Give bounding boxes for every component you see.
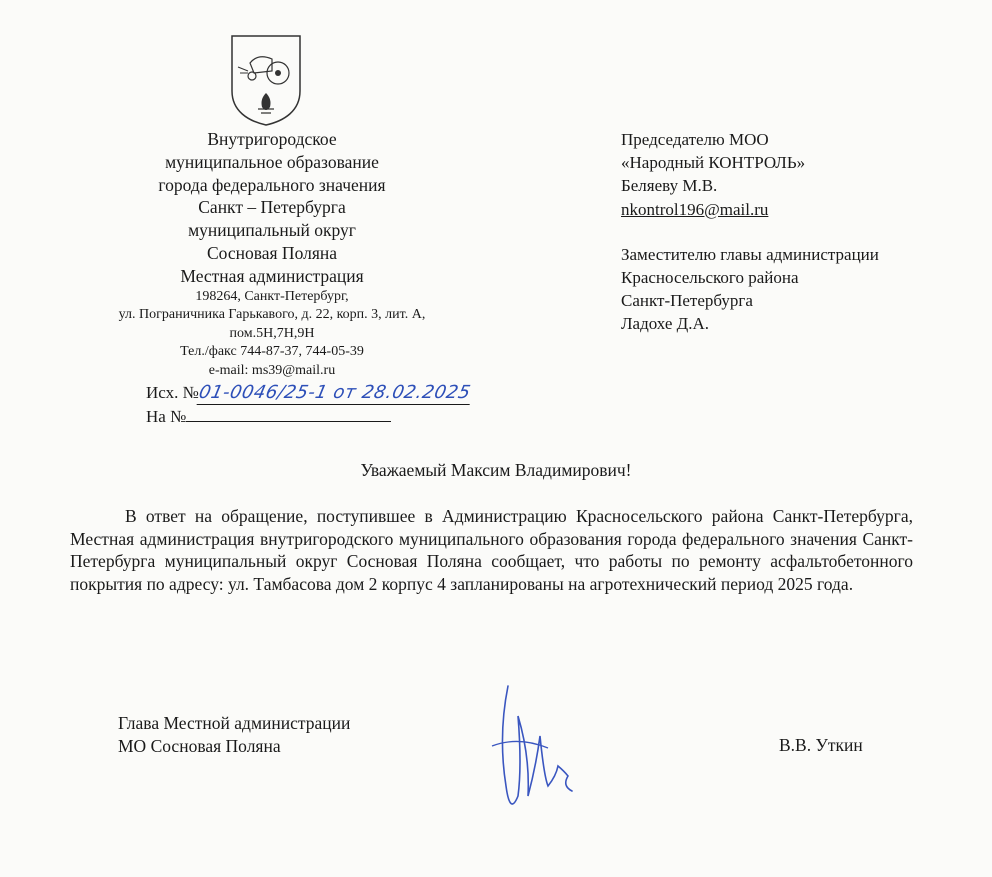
incoming-blank [186,405,391,422]
sender-address: пом.5Н,7Н,9Н [229,325,315,341]
outgoing-number-block [146,382,472,428]
sender-line: Сосновая Поляна [206,242,338,263]
letter-body: В ответ на обращение, поступившее в Администрацию Красносельского района Санкт-Петербурга, Местная администрация внутригородского муниципального образования города федерального значения Санкт-Петербурга муниципальный округ Сосновая Поляна сообщает, что работы по ремонту асфальтобетонного покрытия по адресу: ул. Тамбасова дом 2 корпус 4 запланированы на агротехнический период 2025 года. [70,506,913,594]
sender-block [62,128,482,381]
signature-title-line: МО Сосновая Поляна [118,736,281,756]
signature-title [118,712,350,758]
sender-line: Местная администрация [180,265,364,286]
sender-line: города федерального значения [158,174,386,195]
greeting: Уважаемый Максим Владимирович! [360,460,632,480]
sender-line: Внутригородское [207,129,337,149]
recipient-line: «Народный КОНТРОЛЬ» [621,153,806,173]
sender-address: ул. Пограничника Гарькавого, д. 22, корп. 3, лит. А, [118,307,426,323]
outgoing-label: Исх. № [146,383,199,402]
handwritten-number: 01-0046/25-1 от 28.02.2025 [196,382,473,403]
recipient-line: Беляеву М.В. [621,176,718,196]
sender-address: 198264, Санкт-Петербург, [195,288,349,304]
signatory-name: В.В. Уткин [779,735,863,755]
recipient-line: Красносельского района [621,268,799,288]
outgoing-line [146,382,472,405]
spacer [621,221,981,243]
sender-line: Санкт – Петербурга [198,197,346,218]
sender-email: e-mail: ms39@mail.ru [208,362,336,378]
recipient-line: Санкт-Петербурга [621,291,753,311]
recipients-block [621,128,981,336]
coat-of-arms-icon [228,33,304,127]
recipient-line: Ладохе Д.А. [621,314,710,334]
recipient-line: Заместителю главы администрации [621,244,879,264]
signature-title-line: Глава Местной администрации [118,713,351,733]
sender-line: муниципальное образование [165,151,379,172]
recipient-email-link[interactable]: nkontrol196@mail.ru [621,199,769,219]
sender-phone: Тел./факс 744-87-37, 744-05-39 [180,344,364,360]
incoming-label: На № [146,407,187,426]
handwritten-signature-icon [478,676,588,826]
recipient-line: Председателю МОО [621,130,769,149]
incoming-line [146,405,472,428]
sender-line: муниципальный округ [188,220,356,241]
